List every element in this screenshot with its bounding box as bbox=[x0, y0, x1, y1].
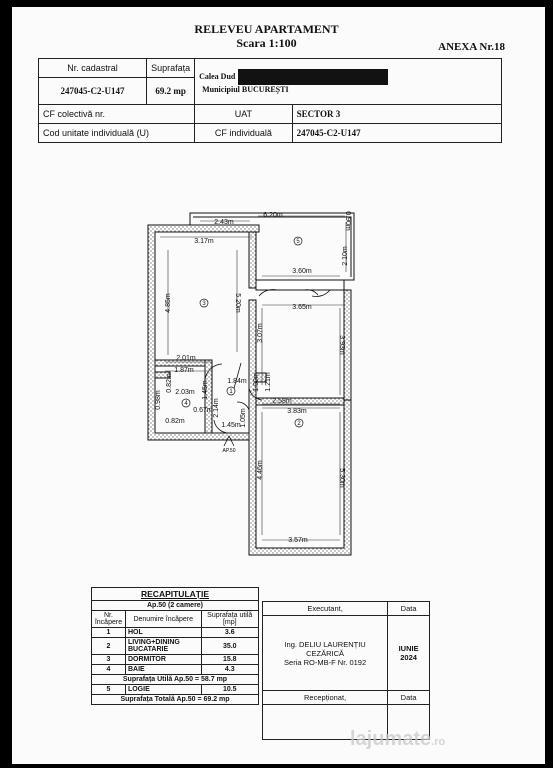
dim-label: 0.90m bbox=[344, 211, 351, 231]
row-nr: 2 bbox=[92, 638, 126, 655]
receptionat-label: Recepționat, bbox=[263, 691, 388, 705]
table-row bbox=[92, 628, 259, 638]
dim-label: 3.83m bbox=[287, 408, 307, 415]
date-month: IUNIE bbox=[398, 644, 419, 653]
engineer-cell bbox=[263, 616, 388, 691]
dim-label: 3.07m bbox=[257, 323, 264, 343]
room-number-5: 5 bbox=[296, 239, 300, 245]
watermark-suffix: .ro bbox=[431, 736, 446, 748]
date-label: Data bbox=[388, 602, 430, 616]
dim-label: 4.46m bbox=[257, 460, 264, 480]
dim-label: 3.93m bbox=[338, 335, 345, 355]
dim-label: 1.45m bbox=[202, 380, 209, 400]
dim-label: 6.20m bbox=[263, 212, 283, 219]
dim-label: 3.65m bbox=[292, 304, 312, 311]
engineer-series: Seria RO-MB-F Nr. 0192 bbox=[284, 657, 367, 667]
suprafata-value: 69.2 mp bbox=[147, 78, 195, 105]
row-name: BAIE bbox=[125, 665, 201, 675]
dim-label: 0.98m bbox=[155, 390, 162, 410]
uat-value: SECTOR 3 bbox=[292, 105, 501, 124]
row-area: 10.5 bbox=[201, 685, 259, 695]
date-label-2: Data bbox=[388, 691, 430, 705]
util-total: Suprafața Utilă Ap.50 = 58.7 mp bbox=[92, 675, 259, 685]
cf-individuala-label: CF individuală bbox=[195, 124, 293, 143]
row-name: LIVING+DINING BUCATARIE bbox=[125, 638, 201, 655]
row-area: 35.0 bbox=[201, 638, 259, 655]
dim-label: 1.45m bbox=[221, 422, 241, 429]
cod-unitate-label: Cod unitate individuală (U) bbox=[39, 124, 195, 143]
date-cell bbox=[388, 616, 430, 691]
dim-label: 1.05m bbox=[240, 408, 247, 428]
grand-total: Suprafața Totală Ap.50 = 69.2 mp bbox=[92, 695, 259, 705]
document-title: RELEVEU APARTAMENT bbox=[194, 22, 339, 36]
dim-label: 0.67m bbox=[193, 407, 213, 414]
door-swings bbox=[205, 290, 330, 433]
dim-label: 3.60m bbox=[292, 268, 312, 275]
dim-label: 2.10m bbox=[342, 246, 349, 266]
row-area: 3.6 bbox=[201, 628, 259, 638]
dim-label: 1.21m bbox=[265, 372, 272, 392]
watermark-logo bbox=[350, 728, 445, 751]
row-name: LOGIE bbox=[125, 685, 201, 695]
dim-label: 0.82m bbox=[166, 373, 173, 393]
dim-label: 2.03m bbox=[175, 389, 195, 396]
nr-cadastral-value: 247045-C2-U147 bbox=[39, 78, 147, 105]
watermark-brand: lajumate bbox=[350, 728, 432, 750]
table-row bbox=[92, 665, 259, 675]
room-number-2: 2 bbox=[297, 421, 301, 427]
room-number-1: 1 bbox=[229, 389, 233, 395]
recap-title: RECAPITULAȚIE bbox=[92, 588, 259, 601]
row-name: DORMITOR bbox=[125, 655, 201, 665]
col-area-header: Suprafața utilă [mp] bbox=[201, 611, 259, 628]
table-row bbox=[92, 655, 259, 665]
dim-label: 1.84m bbox=[227, 378, 247, 385]
recap-table bbox=[91, 587, 259, 705]
dim-label: 2.14m bbox=[213, 398, 220, 418]
executant-table bbox=[262, 601, 430, 740]
table-row bbox=[92, 685, 259, 695]
scale-label: Scara 1:100 bbox=[236, 36, 297, 50]
access-label: AP.50 bbox=[222, 448, 236, 454]
dim-label: 0.82m bbox=[165, 418, 185, 425]
annex-label: ANEXA Nr.18 bbox=[438, 41, 505, 53]
row-nr: 5 bbox=[92, 685, 126, 695]
address-line1: Calea Dud bbox=[199, 71, 236, 81]
row-name: HOL bbox=[125, 628, 201, 638]
row-area: 4.3 bbox=[201, 665, 259, 675]
room-number-4: 4 bbox=[184, 401, 188, 407]
dim-label: 5.20m bbox=[234, 293, 241, 313]
row-nr: 4 bbox=[92, 665, 126, 675]
col-name-header: Denumire încăpere bbox=[125, 611, 201, 628]
dim-label: 3.17m bbox=[194, 238, 214, 245]
nr-cadastral-header: Nr. cadastral bbox=[39, 59, 147, 78]
row-nr: 3 bbox=[92, 655, 126, 665]
date-year: 2024 bbox=[400, 653, 417, 662]
row-area: 15.8 bbox=[201, 655, 259, 665]
dim-label: 1.00m bbox=[253, 372, 260, 392]
dim-label: 2.01m bbox=[176, 355, 196, 362]
suprafata-header: Suprafața bbox=[147, 59, 195, 78]
col-nr-header: Nr. încăpere bbox=[92, 611, 126, 628]
cf-colectiva-label: CF colectivă nr. bbox=[39, 105, 195, 124]
recap-subtitle: Ap.50 (2 camere) bbox=[92, 601, 259, 611]
dim-label: 5.30m bbox=[338, 468, 345, 488]
room-number-3: 3 bbox=[202, 301, 206, 307]
row-nr: 1 bbox=[92, 628, 126, 638]
dim-label: 1.87m bbox=[174, 367, 194, 374]
uat-label: UAT bbox=[195, 105, 293, 124]
table-row bbox=[92, 638, 259, 655]
cf-individuala-value: 247045-C2-U147 bbox=[292, 124, 501, 143]
dim-label: 4.85m bbox=[165, 293, 172, 313]
engineer-name: Ing. DELIU LAURENȚIU bbox=[284, 639, 366, 649]
dim-label: 3.57m bbox=[288, 537, 308, 544]
address-line2: Municipiul BUCUREȘTI bbox=[202, 85, 289, 94]
dim-label: 2.58m bbox=[272, 398, 292, 405]
executant-label: Executant, bbox=[263, 602, 388, 616]
dim-label: 2.43m bbox=[214, 219, 234, 226]
engineer-name-2: CEZĂRICĂ bbox=[306, 648, 345, 658]
